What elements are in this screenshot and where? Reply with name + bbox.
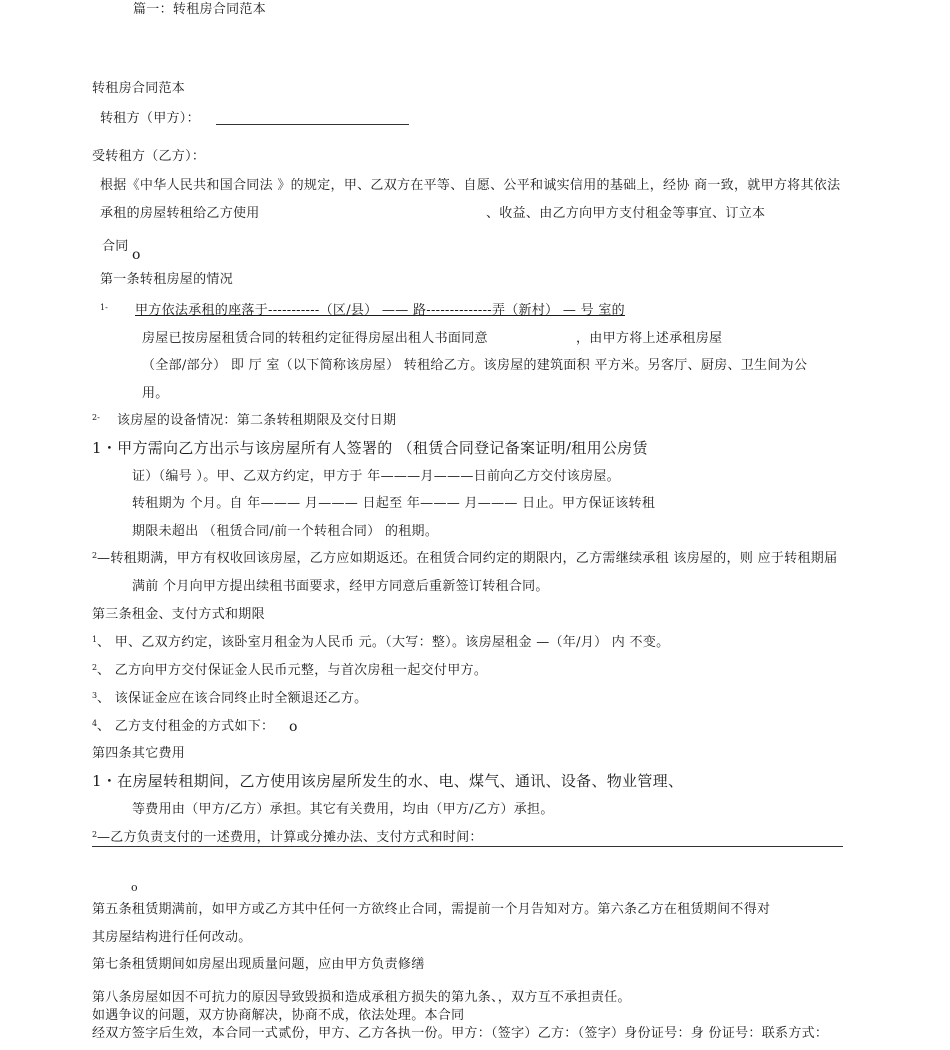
preamble-line-2b: 、收益、由乙方向甲方支付租金等事宜、订立本 xyxy=(486,206,766,221)
art1-item-1-number: 1- xyxy=(100,303,108,312)
art2-item-1-line-4: 期限未超出 （租赁合同/前一个转租合同） 的租期。 xyxy=(132,524,439,539)
preamble-end-mark: o xyxy=(132,247,141,263)
art3-item-1-text: 、 甲、乙双方约定，该卧室月租金为人民币 元。（大写：整）。该房屋租金 —（年/月） 内 不变。 xyxy=(97,635,670,650)
document-heading: 篇一：转租房合同范本 xyxy=(133,2,267,17)
preamble-line-3: 合同 xyxy=(102,239,129,254)
art3-item-3-text: 、 该保证金应在该合同终止时全额退还乙方。 xyxy=(97,691,368,706)
art2-item-2-number: 2 xyxy=(92,551,98,560)
art3-item-4-mark: o xyxy=(289,719,298,735)
art2-item-2-line-2: 满前 个月向甲方提出续租书面要求，经甲方同意后重新签订转租合同。 xyxy=(132,579,549,594)
art2-item-2-line-1: —转租期满，甲方有权收回该房屋，乙方应如期返还。在租赁合同约定的期限内，乙方需继续承租 该房屋的，则 应于转租期届 xyxy=(97,551,838,566)
party-a-label: 转租方（甲方）： xyxy=(100,111,200,126)
art1-item-1-line-2b: ，由甲方将上述承租房屋 xyxy=(576,331,723,346)
art2-item-1-line-1: 1・甲方需向乙方出示与该房屋所有人签署的 （租赁合同登记备案证明/租用公房赁 xyxy=(92,439,648,457)
art2-item-1-line-2: 证）（编号 ）。甲、乙双方约定，甲方于 年———月———日前向乙方交付该房屋。 xyxy=(132,469,620,484)
art4-item-2-text: —乙方负责支付的一述费用，计算或分摊办法、支付方式和时间： xyxy=(97,830,483,845)
art2-item-1-line-3: 转租期为 个月。自 年——— 月——— 日起至 年——— 月——— 日止。甲方保证该转租 xyxy=(132,496,656,511)
article-1-title: 第一条转租房屋的情况 xyxy=(100,272,234,287)
closing-clause: 经双方签字后生效，本合同一式贰份，甲方、乙方各执一份。甲方：（签字）乙方：（签字）身份证号：身 份证号：联系方式： xyxy=(92,1026,829,1041)
article-8: 第八条房屋如因不可抗力的原因导致毁损和造成承租方损失的第九条、，双方互不承担责任。 xyxy=(92,990,631,1005)
art1-item-1-line-1: 甲方依法承租的座落于-----------（区/县） —— 路--------------弄（新村） — 号 室的 xyxy=(135,303,625,318)
preamble-line-2a: 承租的房屋转租给乙方使用 xyxy=(100,206,260,221)
party-a-blank-line xyxy=(216,124,409,125)
art1-item-1-line-4: 用。 xyxy=(142,386,169,401)
art4-item-1-line-2: 等费用由（甲方/乙方）承担。其它有关费用，均由（甲方/乙方）承担。 xyxy=(132,802,554,817)
art4-item-1-line-1: 1・在房屋转租期间，乙方使用该房屋所发生的水、电、煤气、通讯、设备、物业管理、 xyxy=(92,772,684,790)
party-b-label: 受转租方（乙方）： xyxy=(92,149,206,164)
art3-item-3-number: 3 xyxy=(92,691,98,700)
article-5-line-2: 其房屋结构进行任何改动。 xyxy=(92,930,252,945)
article-3-title: 第三条租金、支付方式和期限 xyxy=(92,607,265,622)
art3-item-2-text: 、 乙方向甲方交付保证金人民币元整，与首次房租一起交付甲方。 xyxy=(97,663,488,678)
art1-item-2-text: 该房屋的设备情况：第二条转租期限及交付日期 xyxy=(117,413,397,428)
art1-item-1-line-2a: 房屋已按房屋租赁合同的转租约定征得房屋出租人书面同意 xyxy=(142,331,488,346)
art3-item-1-number: 1 xyxy=(92,635,98,644)
contract-title: 转租房合同范本 xyxy=(92,81,186,96)
article-4-title: 第四条其它费用 xyxy=(92,746,186,761)
preamble-line-1: 根据《中华人民共和国合同法 》的规定，甲、乙双方在平等、自愿、公平和诚实信用的基础上，经协 商一致，就甲方将其依法 xyxy=(100,178,841,193)
blank-answer-mark: o xyxy=(131,881,138,894)
art4-item-2-number: 2 xyxy=(92,830,98,839)
art4-item-2-answer-line xyxy=(92,846,843,847)
article-7: 第七条租赁期间如房屋出现质量问题，应由甲方负责修缮 xyxy=(92,957,425,972)
dispute-clause: 如遇争议的问题，双方协商解决，协商不成，依法处理。本合同 xyxy=(92,1008,465,1023)
art1-item-2-number: 2- xyxy=(92,413,100,422)
article-5-line-1: 第五条租赁期满前，如甲方或乙方其中任何一方欲终止合同，需提前一个月告知对方。第六条乙方在租赁期间不得对 xyxy=(92,902,771,917)
art3-item-4-number: 4 xyxy=(92,719,98,728)
art3-item-4-text: 、 乙方支付租金的方式如下： xyxy=(97,719,275,734)
art1-item-1-line-3: （全部/部分） 即 厅 室（以下简称该房屋） 转租给乙方。该房屋的建筑面积 平方米。另客厅、厨房、卫生间为公 xyxy=(142,358,808,373)
art3-item-2-number: 2 xyxy=(92,663,98,672)
